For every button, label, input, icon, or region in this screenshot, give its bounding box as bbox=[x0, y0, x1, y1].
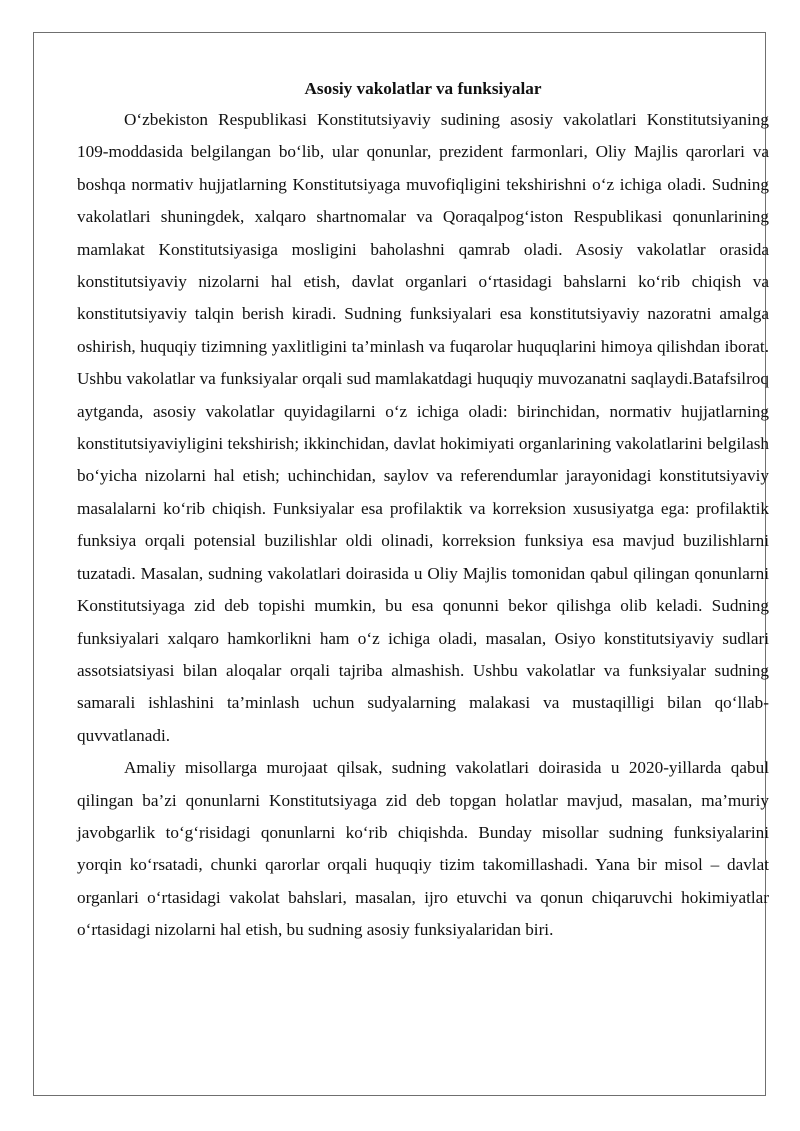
paragraph-2: Amaliy misollarga murojaat qilsak, sudning vakolatlari doirasida u 2020-yillarda qabul qilingan ba’zi qonunlarni Konstitutsiyaga zid deb topgan holatlar mavjud, masalan, ma’muriy javobgarlik to‘g‘risidagi qonunlarni ko‘rib chiqishda. Bunday misollar sudning funksiyalarini yorqin ko‘rsatadi, chunki qarorlar orqali huquqiy tizim takomillashadi. Yana bir misol – davlat organlari o‘rtasidagi vakolat bahslari, masalan, ijro etuvchi va qonun chiqaruvchi hokimiyatlar o‘rtasidagi nizolarni hal etish, bu sudning asosiy funksiyalaridan biri. bbox=[77, 758, 769, 940]
document-title: Asosiy vakolatlar va funksiyalar bbox=[304, 79, 542, 98]
document-body bbox=[77, 74, 769, 947]
paragraph-1: O‘zbekiston Respublikasi Konstitutsiyaviy sudining asosiy vakolatlari Konstitutsiyaning 109-moddasida belgilangan bo‘lib, ular qonunlar, prezident farmonlari, Oliy Majlis qarorlari va boshqa normativ hujjatlarning Konstitutsiyaga muvofiqligini tekshirishni o‘z ichiga oladi. Sudning vakolatlari shuningdek, xalqaro shartnomalar va Qoraqalpog‘iston Respublikasi qonunlarining mamlakat Konstitutsiyasiga mosligini baholashni qamrab oladi. Asosiy vakolatlar orasida konstitutsiyaviy nizolarni hal etish, davlat organlari o‘rtasidagi bahslarni ko‘rib chiqish va konstitutsiyaviy talqin berish kiradi. Sudning funksiyalari esa konstitutsiyaviy nazoratni amalga oshirish, huquqiy tizimning yaxlitligini ta’minlash va fuqarolar huquqlarini himoya qilishdan iborat. Ushbu vakolatlar va funksiyalar orqali sud mamlakatdagi huquqiy muvozanatni saqlaydi.Batafsilroq aytganda, asosiy vakolatlar quyidagilarni o‘z ichiga oladi: birinchidan, normativ hujjatlarning konstitutsiyaviyligini tekshirish; ikkinchidan, davlat hokimiyati organlarining vakolatlarini belgilash bo‘yicha nizolarni hal etish; uchinchidan, saylov va referendumlar jarayonidagi konstitutsiyaviy masalalarni ko‘rib chiqish. Funksiyalar esa profilaktik va korreksion xususiyatga ega: profilaktik funksiya orqali potensial buzilishlar oldi olinadi, korreksion funksiya esa mavjud buzilishlarni tuzatadi. Masalan, sudning vakolatlari doirasida u Oliy Majlis tomonidan qabul qilingan qonunlarni Konstitutsiyaga zid deb topishi mumkin, bu esa qonunni bekor qilishga olib keladi. Sudning funksiyalari xalqaro hamkorlikni ham o‘z ichiga oladi, masalan, Osiyo konstitutsiyaviy sudlari assotsiatsiyasi bilan aloqalar orqali tajriba almashish. Ushbu vakolatlar va funksiyalar sudning samarali ishlashini ta’minlash uchun sudyalarning malakasi va mustaqilligi bilan qo‘llab-quvvatlanadi. bbox=[77, 110, 769, 745]
